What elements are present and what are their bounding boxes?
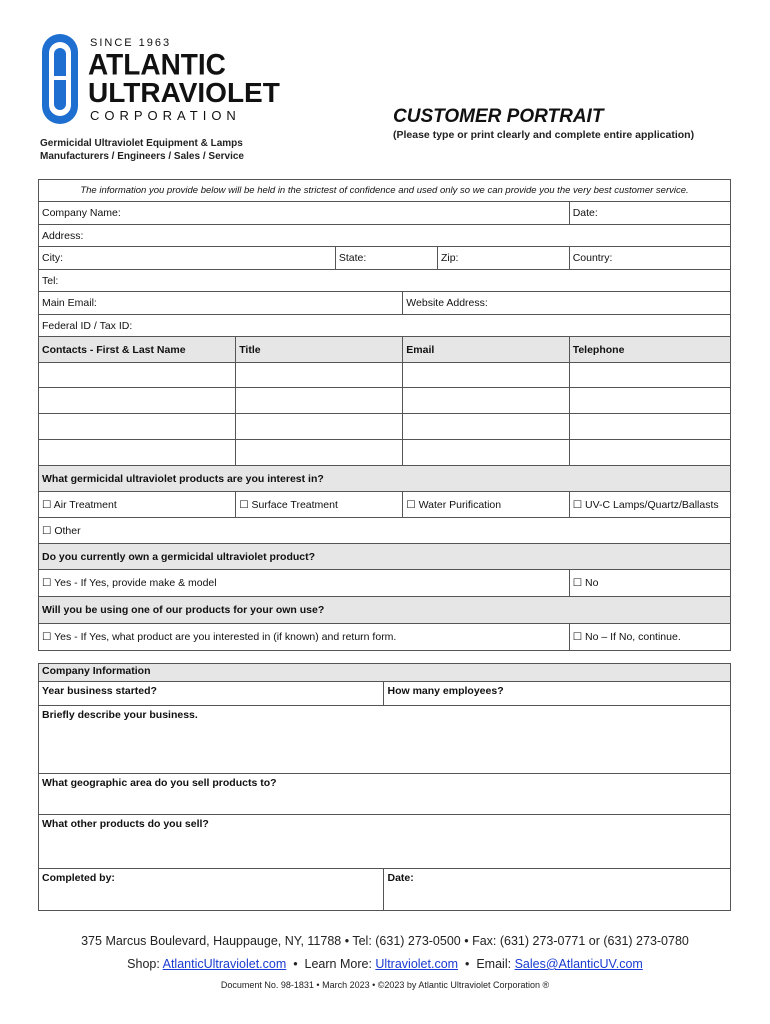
- water-purification-checkbox[interactable]: ☐ Water Purification: [403, 492, 569, 518]
- contacts-email-header: Email: [403, 337, 569, 363]
- contact-name-cell[interactable]: [39, 440, 236, 466]
- own-yes-checkbox[interactable]: ☐ Yes - If Yes, provide make & model: [39, 570, 570, 597]
- contact-email-cell[interactable]: [403, 363, 569, 388]
- contacts-telephone-header: Telephone: [569, 337, 730, 363]
- own-use-question: Will you be using one of our products for your own use?: [39, 597, 731, 624]
- company-name-field[interactable]: Company Name:: [39, 202, 570, 225]
- contacts-title-header: Title: [236, 337, 403, 363]
- contact-title-cell[interactable]: [236, 363, 403, 388]
- contact-title-cell[interactable]: [236, 440, 403, 466]
- other-products-field[interactable]: What other products do you sell?: [39, 815, 731, 869]
- contact-telephone-cell[interactable]: [569, 388, 730, 414]
- city-field[interactable]: City:: [39, 247, 336, 270]
- federal-id-field[interactable]: Federal ID / Tax ID:: [39, 315, 731, 337]
- shop-link[interactable]: AtlanticUltraviolet.com: [162, 957, 287, 971]
- contact-telephone-cell[interactable]: [569, 363, 730, 388]
- uvc-lamps-checkbox[interactable]: ☐ UV-C Lamps/Quartz/Ballasts: [569, 492, 730, 518]
- zip-field[interactable]: Zip:: [437, 247, 569, 270]
- completed-by-field[interactable]: Completed by:: [39, 869, 384, 911]
- brand-corporation: CORPORATION: [90, 108, 241, 123]
- contact-title-cell[interactable]: [236, 388, 403, 414]
- contact-row: [39, 440, 731, 466]
- confidentiality-notice: The information you provide below will be held in the strictest of confidence and used only so we can provide you the very best customer service.: [39, 180, 731, 202]
- contacts-header-row: [39, 337, 731, 363]
- completed-date-field[interactable]: Date:: [384, 869, 731, 911]
- geography-field[interactable]: What geographic area do you sell products to?: [39, 774, 731, 815]
- contact-name-cell[interactable]: [39, 388, 236, 414]
- contact-email-cell[interactable]: [403, 388, 569, 414]
- use-no-checkbox[interactable]: ☐ No – If No, continue.: [569, 624, 730, 651]
- tagline-line1: Germicidal Ultraviolet Equipment & Lamps: [40, 138, 243, 149]
- contact-telephone-cell[interactable]: [569, 414, 730, 440]
- country-field[interactable]: Country:: [569, 247, 730, 270]
- air-treatment-checkbox[interactable]: ☐ Air Treatment: [39, 492, 236, 518]
- website-field[interactable]: Website Address:: [403, 292, 731, 315]
- since-year: SINCE 1963: [90, 37, 172, 49]
- main-email-field[interactable]: Main Email:: [39, 292, 403, 315]
- customer-form-table: [38, 179, 731, 651]
- tagline-line2: Manufacturers / Engineers / Sales / Service: [40, 151, 244, 162]
- company-info-heading: Company Information: [39, 664, 731, 682]
- contact-row: [39, 363, 731, 388]
- contact-name-cell[interactable]: [39, 363, 236, 388]
- contacts-name-header: Contacts - First & Last Name: [39, 337, 236, 363]
- date-field[interactable]: Date:: [569, 202, 730, 225]
- business-description-field[interactable]: Briefly describe your business.: [39, 706, 731, 774]
- tagline: [40, 137, 244, 163]
- brand-name-line2: ULTRAVIOLET: [88, 77, 280, 108]
- employees-field[interactable]: How many employees?: [384, 682, 731, 706]
- contact-telephone-cell[interactable]: [569, 440, 730, 466]
- surface-treatment-checkbox[interactable]: ☐ Surface Treatment: [236, 492, 403, 518]
- other-checkbox[interactable]: ☐ Other: [39, 518, 731, 544]
- brand-name-line1: ATLANTIC: [88, 48, 226, 81]
- tel-field[interactable]: Tel:: [39, 270, 731, 292]
- year-started-field[interactable]: Year business started?: [39, 682, 384, 706]
- contact-email-cell[interactable]: [403, 414, 569, 440]
- company-logo-icon: [40, 32, 80, 126]
- use-yes-checkbox[interactable]: ☐ Yes - If Yes, what product are you interested in (if known) and return form.: [39, 624, 570, 651]
- email-label: • Email:: [458, 957, 515, 971]
- learn-more-link[interactable]: Ultraviolet.com: [375, 957, 459, 971]
- footer-links: [0, 957, 770, 971]
- email-link[interactable]: Sales@AtlanticUV.com: [514, 957, 643, 971]
- shop-label: Shop:: [127, 957, 163, 971]
- state-field[interactable]: State:: [335, 247, 437, 270]
- own-no-checkbox[interactable]: ☐ No: [569, 570, 730, 597]
- own-product-question: Do you currently own a germicidal ultraviolet product?: [39, 544, 731, 570]
- company-info-table: [38, 663, 731, 911]
- footer-address: 375 Marcus Boulevard, Hauppauge, NY, 11788 • Tel: (631) 273-0500 • Fax: (631) 273-0771 or (631) 273-0780: [81, 934, 689, 948]
- address-field[interactable]: Address:: [39, 225, 731, 247]
- page-title: CUSTOMER PORTRAIT: [393, 106, 604, 127]
- contact-row: [39, 388, 731, 414]
- contact-title-cell[interactable]: [236, 414, 403, 440]
- contact-email-cell[interactable]: [403, 440, 569, 466]
- document-info: Document No. 98-1831 • March 2023 • ©2023 by Atlantic Ultraviolet Corporation ®: [220, 980, 550, 990]
- learn-label: • Learn More:: [286, 957, 376, 971]
- products-question: What germicidal ultraviolet products are you interest in?: [39, 466, 731, 492]
- page-subtitle: (Please type or print clearly and complete entire application): [393, 129, 695, 141]
- contact-name-cell[interactable]: [39, 414, 236, 440]
- contact-row: [39, 414, 731, 440]
